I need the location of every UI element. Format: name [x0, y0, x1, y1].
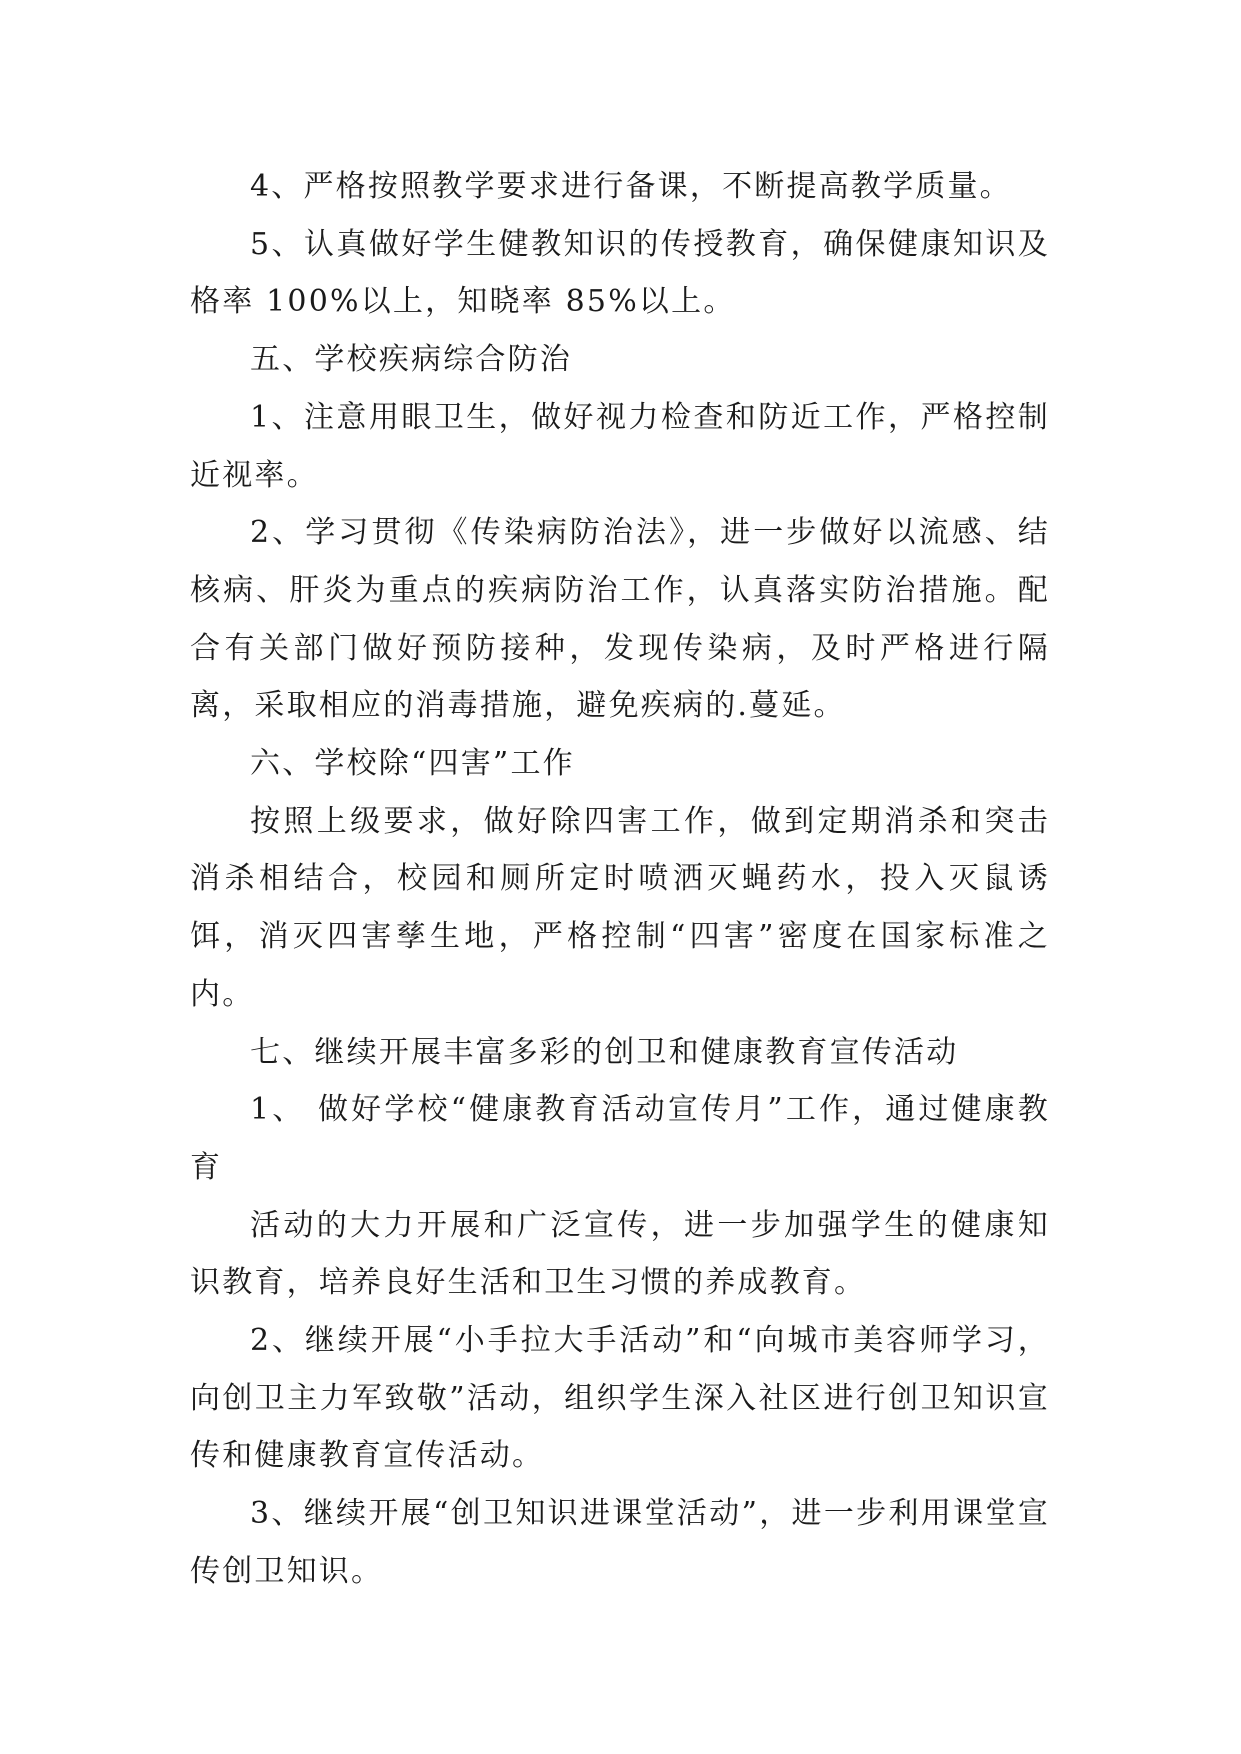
- paragraph-classroom-activity: 3、继续开展“创卫知识进课堂活动”，进一步利用课堂宣传创卫知识。: [190, 1496, 1050, 1589]
- paragraph-teaching-prep: 4、严格按照教学要求进行备课，不断提高教学质量。: [250, 169, 1012, 204]
- document-body: [190, 158, 1050, 1601]
- section-heading-health-campaign: 七、继续开展丰富多彩的创卫和健康教育宣传活动: [250, 1034, 959, 1070]
- paragraph-campaign-month: 1、 做好学校“健康教育活动宣传月”工作，通过健康教育: [190, 1092, 1050, 1185]
- paragraph-eye-hygiene: 1、注意用眼卫生，做好视力检查和防近工作，严格控制近视率。: [190, 399, 1050, 493]
- paragraph-campaign-activities: 活动的大力开展和广泛宣传，进一步加强学生的健康知识教育，培养良好生活和卫生习惯的养成教育。: [190, 1207, 1050, 1301]
- section-heading-disease-prevention: 五、学校疾病综合防治: [250, 342, 572, 378]
- section-heading-four-pests: 六、学校除“四害”工作: [250, 746, 575, 782]
- paragraph-infectious-disease: 2、学习贯彻《传染病防治法》，进一步做好以流感、结核病、肝炎为重点的疾病防治工作，认真落实防治措施。配合有关部门做好预防接种，发现传染病，及时严格进行隔离，采取相应的消毒措施，避免疾病的.蔓延。: [190, 515, 1050, 724]
- paragraph-pest-control: 按照上级要求，做好除四害工作，做到定期消杀和突击消杀相结合，校园和厕所定时喷洒灭蝇药水，投入灭鼠诱饵，消灭四害孳生地，严格控制“四害”密度在国家标准之内。: [190, 803, 1050, 1012]
- paragraph-health-knowledge: 5、认真做好学生健教知识的传授教育，确保健康知识及格率 100%以上，知晓率 85%以上。: [190, 226, 1050, 320]
- paragraph-community-activity: 2、继续开展“小手拉大手活动”和“向城市美容师学习，向创卫主力军致敬”活动，组织学生深入社区进行创卫知识宣传和健康教育宣传活动。: [190, 1323, 1051, 1474]
